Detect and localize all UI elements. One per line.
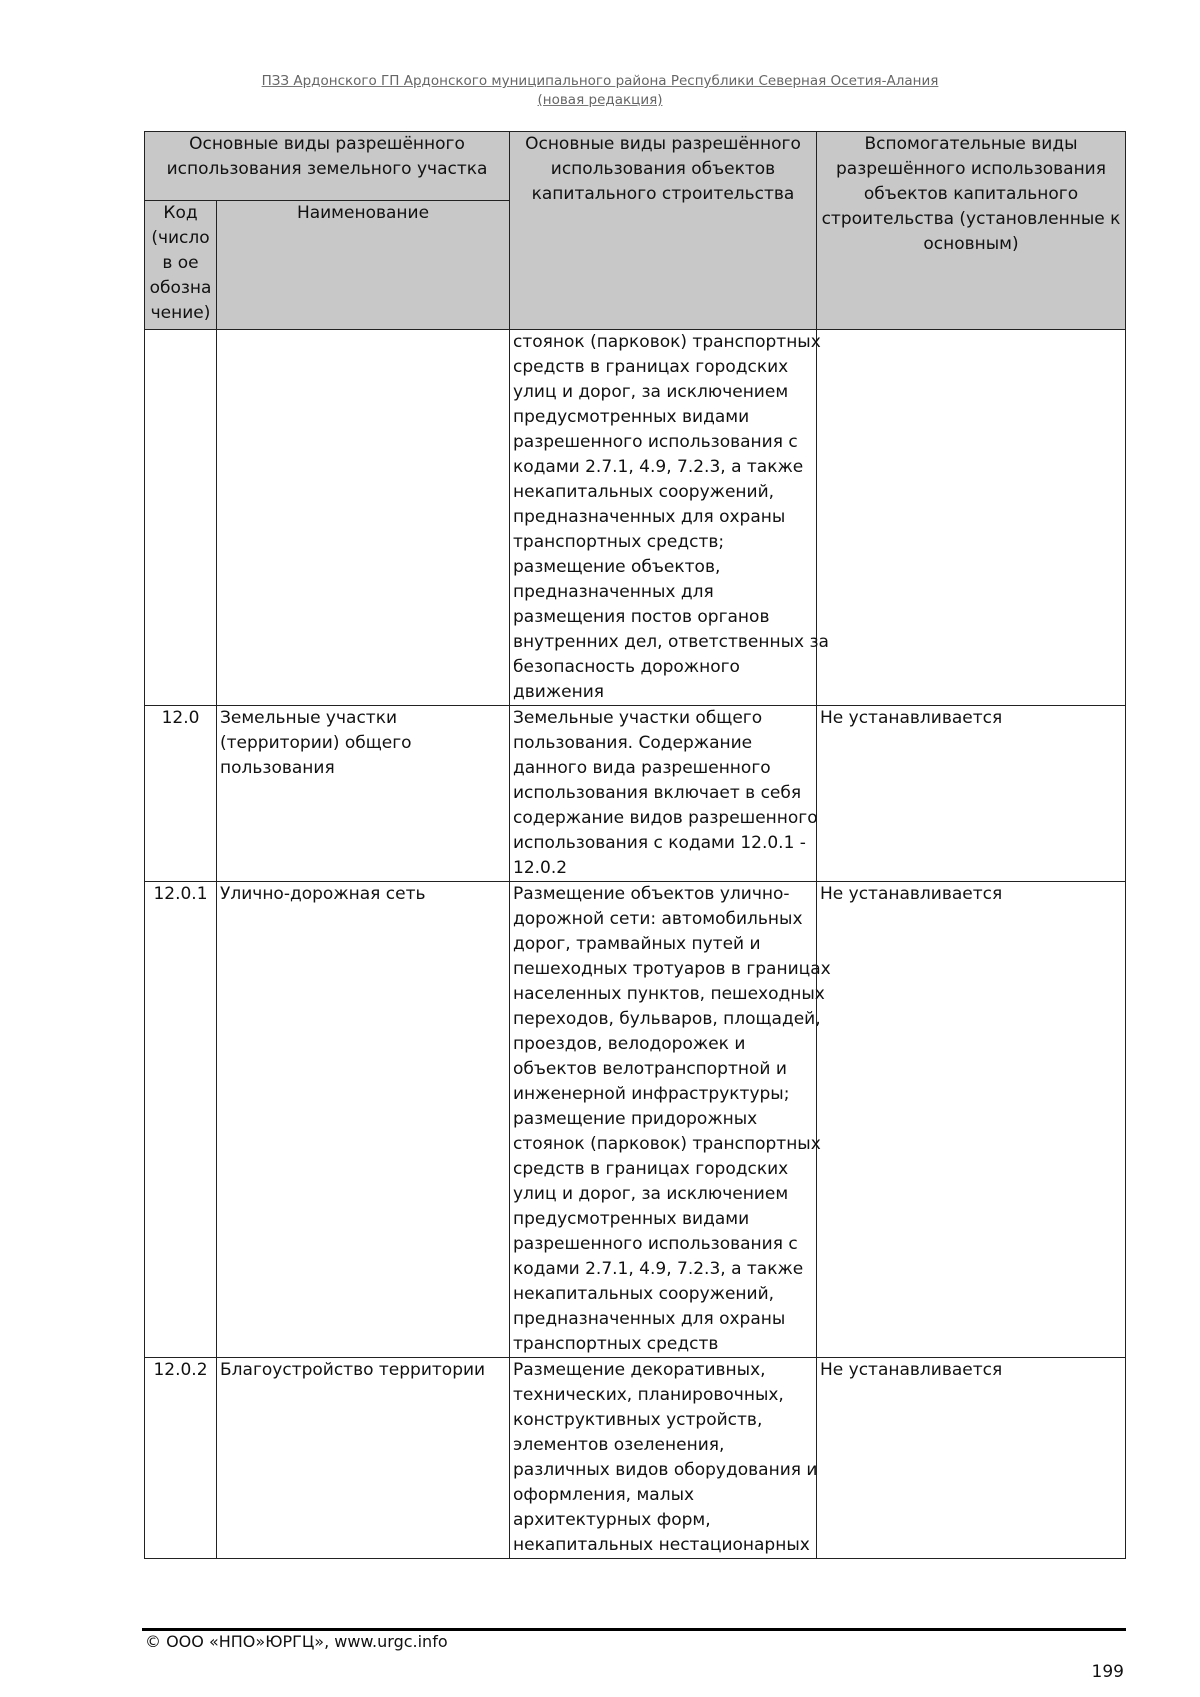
row-code (145, 330, 217, 706)
row-name: Улично-дорожная сеть (217, 882, 510, 1358)
table-row (145, 330, 1126, 706)
description-line: элементов озеленения, (513, 1435, 725, 1455)
description-line: архитектурных форм, (513, 1510, 711, 1530)
description-line: пешеходных тротуаров в границах (513, 959, 831, 979)
table-body (145, 330, 1126, 1559)
description-line: дорожной сети: автомобильных (513, 909, 803, 929)
row-auxiliary: Не устанавливается (817, 882, 1126, 1358)
row-auxiliary: Не устанавливается (817, 1358, 1126, 1559)
description-line: различных видов оборудования и (513, 1460, 818, 1480)
description-line: размещение объектов, (513, 557, 721, 577)
header-main-capital: Основные виды разрешённого использования объектов капитального строительства (510, 132, 817, 330)
description-line: конструктивных устройств, (513, 1410, 763, 1430)
description-line: разрешенного использования с (513, 1234, 798, 1254)
row-description (510, 1358, 817, 1559)
description-line: улиц и дорог, за исключением (513, 382, 789, 402)
description-line: предназначенных для охраны (513, 507, 786, 527)
description-line: транспортных средств; (513, 532, 725, 552)
description-line: разрешенного использования с (513, 432, 798, 452)
description-line: движения (513, 682, 604, 702)
description-line: кодами 2.7.1, 4.9, 7.2.3, а также (513, 1259, 804, 1279)
description-line: дорог, трамвайных путей и (513, 934, 761, 954)
header-line-2: (новая редакция) (537, 92, 663, 108)
description-line: населенных пунктов, пешеходных (513, 984, 825, 1004)
description-line: некапитальных сооружений, (513, 482, 775, 502)
description-line: Земельные участки общего (513, 708, 763, 728)
page-number: 199 (1091, 1662, 1124, 1682)
description-line: предусмотренных видами (513, 1209, 750, 1229)
description-line: инженерной инфраструктуры; (513, 1084, 790, 1104)
table-row (145, 706, 1126, 882)
description-line: безопасность дорожного (513, 657, 740, 677)
description-line: некапитальных нестационарных (513, 1535, 810, 1555)
description-line: размещение придорожных (513, 1109, 758, 1129)
row-code: 12.0.2 (145, 1358, 217, 1559)
header-auxiliary: Вспомогательные виды разрешённого использования объектов капитального строительства (установленные к основным) (817, 132, 1126, 330)
description-line: предназначенных для (513, 582, 714, 602)
header-line-1: ПЗЗ Ардонского ГП Ардонского муниципального района Республики Северная Осетия-Алания (261, 73, 939, 89)
row-code: 12.0.1 (145, 882, 217, 1358)
description-line: оформления, малых (513, 1485, 695, 1505)
row-code: 12.0 (145, 706, 217, 882)
description-line: предназначенных для охраны (513, 1309, 786, 1329)
description-line: пользования. Содержание (513, 733, 753, 753)
row-name (217, 330, 510, 706)
description-line: проездов, велодорожек и (513, 1034, 746, 1054)
description-line: улиц и дорог, за исключением (513, 1184, 789, 1204)
description-line: использования включает в себя (513, 783, 802, 803)
row-auxiliary: Не устанавливается (817, 706, 1126, 882)
description-line: технических, планировочных, (513, 1385, 784, 1405)
description-line: стоянок (парковок) транспортных (513, 332, 821, 352)
description-line: предусмотренных видами (513, 407, 750, 427)
row-description (510, 706, 817, 882)
description-line: переходов, бульваров, площадей, (513, 1009, 821, 1029)
description-line: кодами 2.7.1, 4.9, 7.2.3, а также (513, 457, 804, 477)
row-name: Благоустройство территории (217, 1358, 510, 1559)
description-line: 12.0.2 (513, 858, 568, 878)
description-line: Размещение декоративных, (513, 1360, 766, 1380)
description-line: транспортных средств (513, 1334, 719, 1354)
table-row (145, 882, 1126, 1358)
description-line: Размещение объектов улично- (513, 884, 790, 904)
row-name: Земельные участки (территории) общего пользования (217, 706, 510, 882)
header-main-land-use: Основные виды разрешённого использования земельного участка (145, 132, 510, 201)
description-line: размещения постов органов (513, 607, 770, 627)
description-line: средств в границах городских (513, 357, 789, 377)
page-header (0, 72, 1200, 110)
description-line: объектов велотранспортной и (513, 1059, 787, 1079)
header-code: Код (числов ое обозна чение) (145, 201, 217, 330)
description-line: содержание видов разрешенного (513, 808, 818, 828)
description-line: стоянок (парковок) транспортных (513, 1134, 821, 1154)
description-line: использования с кодами 12.0.1 - (513, 833, 806, 853)
land-use-table (144, 131, 1126, 1559)
description-line: внутренних дел, ответственных за (513, 632, 829, 652)
footer-copyright: © ООО «НПО»ЮРГЦ», www.urgc.info (145, 1632, 448, 1651)
description-line: некапитальных сооружений, (513, 1284, 775, 1304)
footer-rule (142, 1628, 1126, 1631)
row-description (510, 330, 829, 706)
header-name: Наименование (217, 201, 510, 330)
description-line: данного вида разрешенного (513, 758, 771, 778)
row-description (510, 882, 831, 1358)
table-row (145, 1358, 1126, 1559)
description-line: средств в границах городских (513, 1159, 789, 1179)
row-auxiliary (817, 330, 1126, 706)
